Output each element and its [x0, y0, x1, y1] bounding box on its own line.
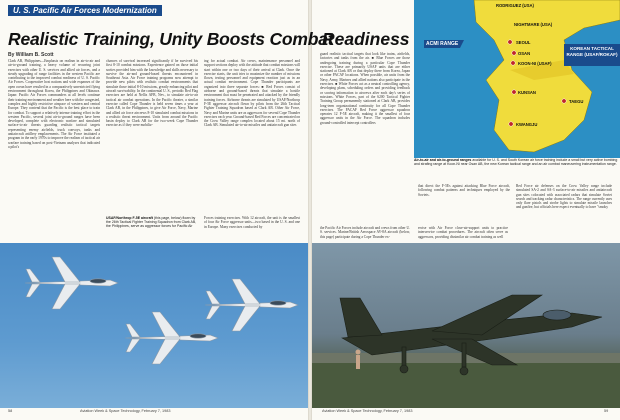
map-label-seoul: SEOUL — [516, 40, 531, 45]
korean-tactical-range-tag: KOREAN TACTICAL RANGE (USAF/ROKAF) — [566, 46, 618, 57]
publication-folio-left: Aviation Week & Space Technology, February 7, 1983 — [80, 409, 171, 413]
photo-caption-title: USAF/Northrop F-5E aircraft — [106, 216, 153, 220]
photo-caption — [106, 216, 198, 241]
map-label-kunsan: KUNSAN — [518, 90, 536, 95]
map-label-nightmare: NIGHTMARE (USA) — [514, 22, 553, 27]
page-number-right: 59 — [604, 409, 609, 413]
article-column-3-bottom: Forces training exercises. With 12 aircraft, the unit is the smallest of four Air Force aggressor units—two based in the U. S. and one in Europe. Many exercises conducted by — [204, 216, 300, 229]
f5e-formation-photo — [0, 243, 308, 408]
page-number-left: 58 — [8, 409, 13, 413]
map-label-kwangju: KWANGJU — [516, 122, 538, 127]
article-column-1: Clark AB, Philippines—Emphasis on realism in air-to-air and air-to-ground training, a heavy volume of recurring joint exercises with other U. S. services and allied air forces, and a steady upgrading of range facilities in the western Pacific are contributing to the improved combat readiness of U. S. Pacific Air Forces. Cooperative host nations and wide expanses of the open ocean have resulted in a comparatively unrestricted flying environment throughout Korea, the Philippines and Okinawa. Japan: Pacific Air Forces commanders at all levels continue their training environment and weather here with the congested, complex and highly restrictive airspace of western and central Europe. They contend that the Pacific is the best place to train for combat. To support a relatively intense training effort in the western Pacific, several joint air-to-ground ranges have been developed, complete with electronic warfare and simulated surface-to-air threats guarding realistic tactical targets representing enemy airfields, truck convoys, tanks and antiaircraft artillery emplacements. The Air Force instituted a program in the early 1970s to improve the realism of tactical air warfare training based on post-Vietnam analyses that indicated a pilot's — [8, 59, 100, 149]
map-caption-text: available for U. S. and South Korean air force training include a small but very active bombing and strafing range at Koon-Ni near Osan AB, the new Korean tactical range and an air combat maneuvering instrumentation range. — [414, 158, 618, 167]
headline-continued: Readiness — [322, 29, 410, 49]
map-label-koon-ni: KOON-NI (USAF) — [518, 61, 552, 66]
map-label-rodriguez: RODRIGUEZ (USA) — [496, 3, 534, 8]
map-label-osan: OSAN — [518, 51, 531, 56]
article-column-6: Red Force air defenses on the Crow Valley range include simulated SA-2 and SA-3 surface-to-air missiles and antiaircraft gun sites colocated with associated radars that simulate Soviet search and tracking radar characteristics. The range currently uses only flare pistols and strobe lights to simulate missile launches and gunfire, but officials here expect eventually to have "smoky — [516, 184, 612, 210]
acmi-range-tag: ACMI RANGE — [426, 41, 459, 47]
map-caption — [414, 158, 620, 182]
av8a-harrier-photo — [312, 243, 620, 408]
article-column-5-bottom: ercise with Air Force close-air-support units to practice interservice combat procedures. The aircraft often serve as aggressors, providing dissimilar air combat training as well — [418, 226, 508, 239]
jet-icon — [125, 312, 218, 364]
korea-range-map — [414, 0, 620, 158]
article-column-3: ing for actual combat. Air crews, maintenance personnel and support sections deploy with the attitude that combat missions will start within one or two days of their arrival at Clark. Once the exercise starts, the unit tries to maximize the number of missions flown, testing personnel and equipment reaction just as in an actual combat environment. Cope Thunder participants are organized into three separate forces: ■ Red Forces consist of airborne and ground-based threats that simulate a hostile environment that must be penetrated and attacked by the friendly training forces. Airborne threats are simulated by USAF/Northrop F-5E aggressor aircraft flown by pilots from the 26th Tactical Fighter Training Squadron based at Clark AB. Other Air Force, Navy and Marine units are as aggressors for several Cope Thunder exercises each year. Ground-based Red Forces are concentrated on the Crow Valley range complex located about 15 mi. north of Clark AB. Simulated air-to-air missiles and antiaircraft gun sites — [204, 59, 300, 128]
byline: By William B. Scott — [8, 52, 54, 58]
map-label-taegu: TAEGU — [569, 99, 584, 104]
section-kicker: U. S. Pacific Air Forces Modernization — [8, 5, 162, 16]
harrier-illustration — [312, 243, 620, 408]
article-column-5: that direct the F-5Es against attacking Blue Force aircraft, following combat patterns and techniques employed by the Soviets. — [418, 184, 510, 197]
article-column-2: chances of survival increased significantly if he survived his first 8-10 combat missions. Experience gained on those initial sorties provided him with the knowledge and skills necessary to survive the air-and ground-based threats encountered in Southeast Asia. Air Force training programs now attempt to provide new pilots with realistic combat environments that simulate those initial 8-10 missions, greatly enhancing pilot and aircraft survivability. In the continental U. S., periodic Red Flag exercises are held at Nellis AFB, Nev., to simulate air-to-air tactical air combat operations. In the Pacific theater, a similar exercise called Cope Thunder is held seven times a year at Clark AB, in the Philippines, to give Air Force, Navy, Marine and allied air force aircrews 8-10 simulated combat missions in a realistic threat environment. Units from around the Pacific basin deploy to Clark AB for the two-week Cope Thunder exercise as if they were mobiliz- — [106, 59, 198, 128]
photo-caption-text: (this page, below) flown by the 26th Tactical Fighter Training Squadron from Clark AB, the Philippines, serve as aggressor forces for Pacific Air — [106, 216, 197, 229]
f5e-jets-illustration — [0, 243, 308, 408]
map-caption-title: Air-to-air and air-to-ground ranges — [414, 158, 472, 162]
article-column-4: guard realistic tactical targets that look like trains, airfields, factories and tanks from the air. ■ Blue Forces are those undergoing training during a particular Cope Thunder exercise. These are primarily USAF units that are either stationed at Clark AB or that deploy there from Korea, Japan or other PACAF locations. When possible, air units from the Navy, Army, Marines and allied nations also participate in the exercises. ■ White Forces act as a neutral controlling agency, developing plans, scheduling orders and providing feedback or scoring information to aircrews after each day's series of missions. White Forces, part of the 6200 Tactical Fighter Training Group permanently stationed at Clark AB, provides long-term organizational continuity for all Cope Thunder exercises. The PACAF Red Force aggressor squadron operates 12 F-5E aircraft, making it the smallest of four aggressor units in the Air Force. The squadron includes ground-controlled intercept controllers — [320, 52, 410, 125]
jet-icon — [25, 257, 118, 309]
article-column-4-bottom: the Pacific Air Forces include aircraft and crews from other U. S. services. Marine/British Aerospace AV-8A aircraft (below, this page) participate during a Cope Thunder ex- — [320, 226, 410, 239]
headline: Realistic Training, Unity Boosts Combat — [8, 29, 334, 49]
publication-folio-right: Aviation Week & Space Technology, February 7, 1983 — [322, 409, 413, 413]
jet-icon — [205, 279, 298, 331]
